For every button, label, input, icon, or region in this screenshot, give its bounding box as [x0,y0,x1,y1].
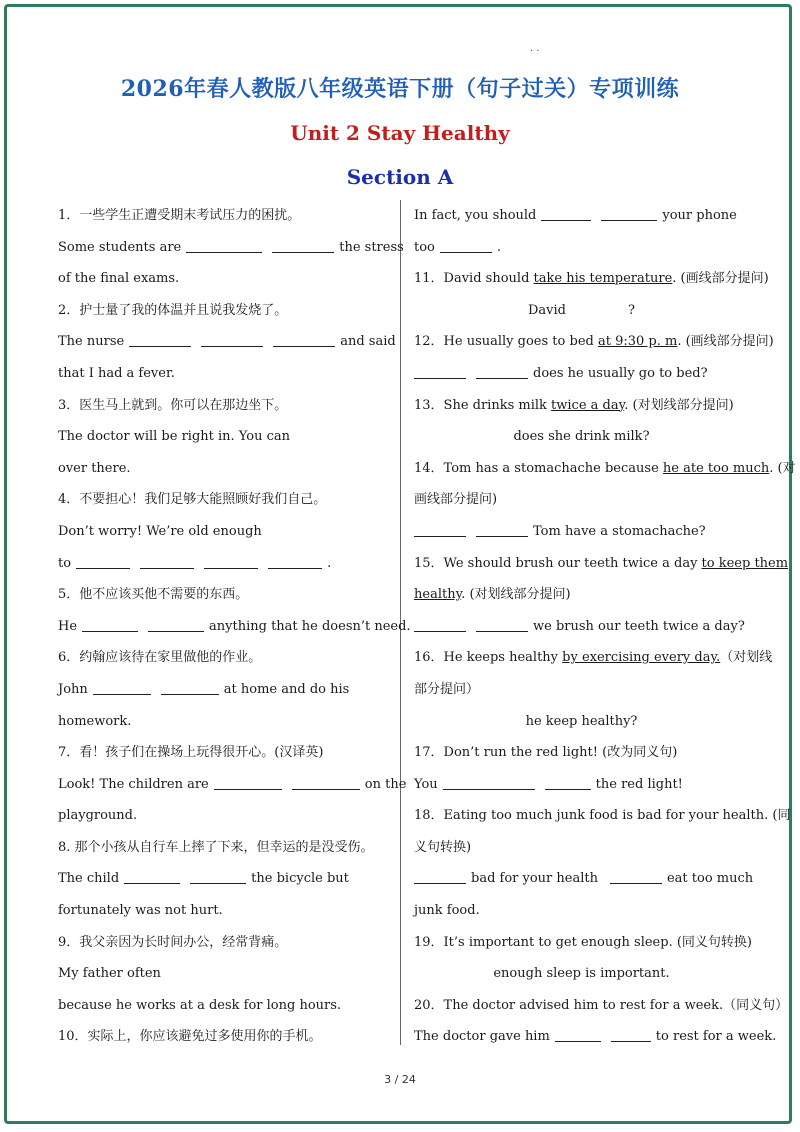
question-5-en: He anything that he doesn’t need. [58,618,411,634]
question-18-cont: 义句转换) [414,839,472,855]
question-11-answer: David ? [528,302,635,318]
question-18-answer-cont: junk food. [414,903,480,919]
question-16: 16．He keeps healthy by exercising every day.（对划线 [414,650,773,666]
question-3-en-cont: over there. [58,460,131,476]
header-dots: · · [530,46,540,57]
question-7-en: Look! The children are on the [58,776,407,792]
answer-blank[interactable] [273,333,335,347]
answer-blank[interactable] [414,365,466,379]
question-14: 14．Tom has a stomachache because he ate too much. (对 [414,460,796,476]
question-4-en: Don’t worry! We’re old enough [58,523,262,539]
question-1-cn: 1．一些学生正遭受期末考试压力的困扰。 [58,208,301,223]
answer-blank[interactable] [476,618,528,632]
question-15-answer: we brush our teeth twice a day? [414,611,749,643]
section-title: Section A [346,165,454,189]
answer-blank[interactable] [443,776,535,790]
answer-blank[interactable] [610,870,662,884]
answer-blank[interactable] [414,870,466,884]
question-6-cn: 6．约翰应该待在家里做他的作业。 [58,650,262,666]
question-2-en-cont: that I had a fever. [58,365,175,381]
answer-blank[interactable] [440,239,492,253]
question-10-en-cont: too . [414,239,502,255]
answer-blank[interactable] [476,523,528,537]
question-20: 20．The doctor advised him to rest for a week.（同义句） [414,997,789,1013]
answer-blank[interactable] [555,1028,601,1042]
answer-blank[interactable] [414,618,466,632]
answer-blank[interactable] [148,618,204,632]
question-4-en-cont: to . [58,555,332,571]
question-2-cn: 2．护士量了我的体温并且说我发烧了。 [58,302,288,318]
answer-blank[interactable] [545,776,591,790]
answer-blank[interactable] [214,776,282,790]
question-6-en: John at home and do his [58,681,350,697]
question-9-en-cont: because he works at a desk for long hours. [58,997,342,1013]
question-18-answer: bad for your health eat too much [414,863,749,895]
answer-blank[interactable] [272,239,334,253]
answer-blank[interactable] [190,870,246,884]
answer-blank[interactable] [601,207,657,221]
page-title: 2026年春人教版八年级英语下册（句子过关）专项训练 [120,76,680,102]
question-14-cont: 画线部分提问) [414,492,498,508]
answer-blank[interactable] [201,333,263,347]
question-15-cont: healthy. (对划线部分提问) [414,587,571,603]
answer-blank[interactable] [476,365,528,379]
question-8-en: The child the bicycle but [58,871,349,887]
question-4-cn: 4．不要担心！我们足够大能照顾好我们自己。 [58,492,327,508]
question-1-en-cont: of the final exams. [58,271,180,287]
question-10-cn: 10．实际上，你应该避免过多使用你的手机。 [58,1029,322,1045]
question-18: 18．Eating too much junk food is bad for your health. (同 [414,808,791,824]
question-3-en: The doctor will be right in. You can [58,429,290,445]
question-6-en-cont: homework. [58,713,132,729]
question-17: 17．Don’t run the red light! (改为同义句) [414,745,678,761]
question-9-cn: 9．我父亲因为长时间办公，经常背痛。 [58,934,288,950]
question-16-cont: 部分提问） [414,681,480,697]
left-column [58,200,411,1053]
question-19: 19．It’s important to get enough sleep. (同义句转换) [414,934,752,950]
answer-blank[interactable] [611,1028,651,1042]
answer-blank[interactable] [186,239,262,253]
answer-blank[interactable] [129,333,191,347]
question-3-cn: 3．医生马上就到。你可以在那边坐下。 [58,397,288,413]
answer-blank[interactable] [541,207,591,221]
question-2-en: The nurse and said [58,334,396,350]
answer-blank[interactable] [124,870,180,884]
answer-blank[interactable] [82,618,138,632]
right-column [414,200,796,1053]
question-11: 11．David should take his temperature. (画线部分提问) [414,271,769,287]
question-10-en: In fact, you should your phone [414,208,737,223]
question-13-answer: does she drink milk? [513,429,650,445]
question-14-answer: Tom have a stomachache? [414,516,749,548]
question-13: 13．She drinks milk twice a day. (对划线部分提问) [414,397,734,413]
answer-blank[interactable] [204,555,258,569]
question-12-answer: does he usually go to bed? [414,358,749,390]
question-19-answer: enough sleep is important. [493,966,670,982]
answer-blank[interactable] [268,555,322,569]
answer-blank[interactable] [140,555,194,569]
question-16-answer: he keep healthy? [525,713,638,729]
question-12: 12．He usually goes to bed at 9:30 p. m. (画线部分提问) [414,334,774,350]
answer-blank[interactable] [93,681,151,695]
answer-blank[interactable] [292,776,360,790]
question-17-answer: You the red light! [414,776,683,792]
question-7-en-cont: playground. [58,808,138,824]
answer-blank[interactable] [161,681,219,695]
question-1-en: Some students are the stress [58,239,404,255]
question-9-en: My father often [58,966,161,982]
answer-blank[interactable] [76,555,130,569]
page-number: 3 / 24 [384,1073,416,1086]
unit-title: Unit 2 Stay Healthy [290,121,510,145]
answer-blank[interactable] [414,523,466,537]
question-8-cn: 8. 那个小孩从自行车上摔了下来，但幸运的是没受伤。 [58,839,374,855]
question-20-answer: The doctor gave him to rest for a week. [414,1029,777,1045]
question-7-cn: 7．看！孩子们在操场上玩得很开心。(汉译英) [58,745,324,761]
question-15: 15．We should brush our teeth twice a day to keep them [414,555,789,571]
question-5-cn: 5．他不应该买他不需要的东西。 [58,587,249,603]
question-8-en-cont: fortunately was not hurt. [58,903,223,919]
